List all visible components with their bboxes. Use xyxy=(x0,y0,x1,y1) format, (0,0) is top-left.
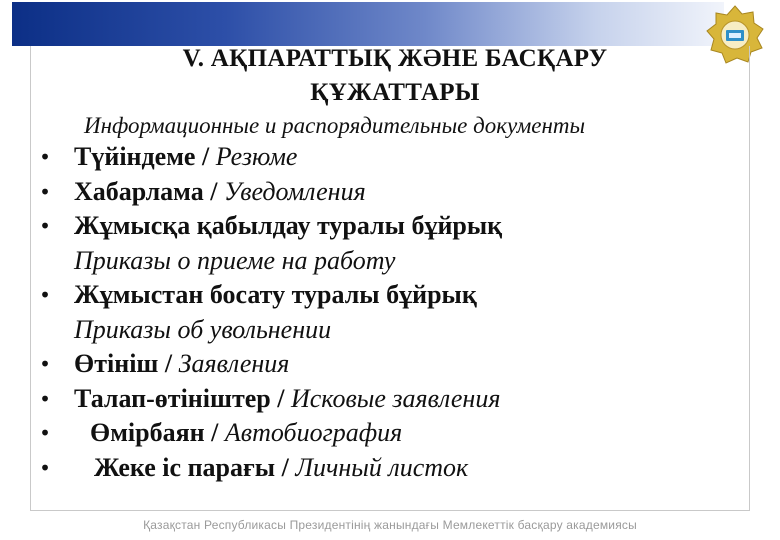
item-ru-translation: Приказы о приеме на работу xyxy=(74,245,396,275)
item-separator: / xyxy=(270,383,291,413)
item-separator: / xyxy=(195,142,216,171)
bullet-icon: • xyxy=(39,283,51,307)
list-item xyxy=(30,416,750,451)
item-ru: Заявления xyxy=(178,349,290,378)
list-item xyxy=(30,451,750,486)
bullet-icon: • xyxy=(39,352,51,376)
list-item xyxy=(30,347,750,382)
document-list xyxy=(30,140,750,485)
bullet-icon: • xyxy=(39,455,51,480)
item-kk: Талап-өтініштер xyxy=(74,383,271,413)
item-ru: Личный листок xyxy=(295,452,469,482)
item-ru-translation: Приказы об увольнении xyxy=(74,314,332,344)
item-separator: / xyxy=(158,349,179,378)
bullet-icon: • xyxy=(39,145,51,169)
list-item xyxy=(30,278,750,347)
item-separator: / xyxy=(275,452,296,482)
title-line-2: ҚҰЖАТТАРЫ xyxy=(310,79,480,106)
bullet-icon: • xyxy=(39,214,51,238)
item-separator: / xyxy=(203,176,224,206)
item-kk: Жұмысқа қабылдау туралы бұйрық xyxy=(74,211,503,240)
item-separator: / xyxy=(204,418,225,447)
item-kk: Жұмыстан босату туралы бұйрық xyxy=(74,280,477,309)
page-title xyxy=(80,42,710,110)
item-kk: Өмірбаян xyxy=(90,418,205,447)
list-item xyxy=(30,382,750,417)
list-item xyxy=(30,209,750,278)
bullet-icon: • xyxy=(39,421,51,445)
item-ru: Резюме xyxy=(215,142,298,171)
bullet-icon: • xyxy=(39,386,51,411)
subtitle: Информационные и распорядительные документы xyxy=(84,113,586,138)
item-kk: Хабарлама xyxy=(74,176,204,206)
title-line-1: V. АҚПАРАТТЫҚ ЖӘНЕ БАСҚАРУ xyxy=(182,45,608,72)
bullet-icon: • xyxy=(39,179,51,204)
footer-text: Қазақстан Республикасы Президентінің жанындағы Мемлекеттік басқару академиясы xyxy=(143,518,637,532)
header-bar xyxy=(12,2,724,46)
item-kk: Түйіндеме xyxy=(74,142,196,171)
item-ru: Автобиография xyxy=(224,418,403,447)
item-kk: Жеке іс парағы xyxy=(94,452,276,482)
item-kk: Өтініш xyxy=(74,349,159,378)
item-ru: Исковые заявления xyxy=(290,383,501,413)
list-item xyxy=(30,175,750,210)
list-item xyxy=(30,140,750,175)
item-ru: Уведомления xyxy=(223,176,366,206)
